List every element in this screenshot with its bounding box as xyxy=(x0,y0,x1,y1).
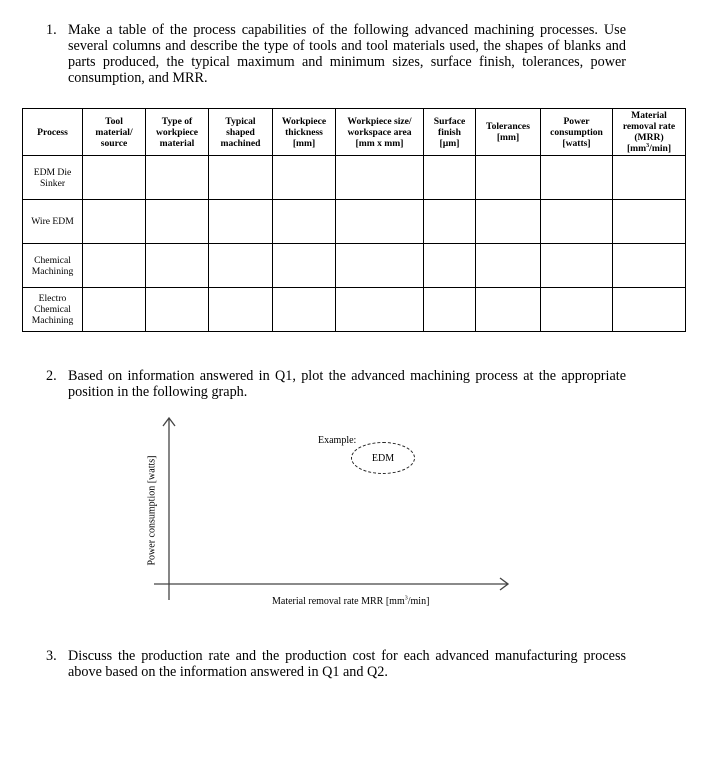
process-cell: Wire EDM xyxy=(23,200,83,244)
header-power-consumption: Power consumption [watts] xyxy=(541,109,613,156)
edm-example-ellipse xyxy=(351,442,415,474)
edm-example-text: EDM xyxy=(371,452,395,464)
process-cell: Electro Chemical Machining xyxy=(23,288,83,332)
question-number: 2. xyxy=(46,368,57,384)
question-text: Discuss the production rate and the production cost for each advanced manufacturing process above based on the information answered in Q1 and Q2. xyxy=(68,648,626,680)
question-text: Based on information answered in Q1, plot the advanced machining process at the appropriate position in the following graph. xyxy=(68,368,626,400)
process-cell: EDM Die Sinker xyxy=(23,156,83,200)
question-number: 1. xyxy=(46,22,57,38)
header-tool-material: Tool material/ source xyxy=(83,109,146,156)
header-workpiece-material: Type of workpiece material xyxy=(146,109,209,156)
process-cell: Chemical Machining xyxy=(23,244,83,288)
header-process: Process xyxy=(23,109,83,156)
question-number: 3. xyxy=(46,648,57,664)
header-mrr: Material removal rate (MRR) $[mm^3/\min]$ xyxy=(613,109,686,156)
header-workpiece-thickness: Workpiece thickness [mm] xyxy=(273,109,336,156)
y-axis-label: Power consumption [watts] xyxy=(146,455,158,566)
question-text: Make a table of the process capabilities of the following advanced machining processes. Use several columns and describe the type of tools and tool materials used, the shapes of blanks and parts produced, the typical maximum and minimum sizes, surface finish, tolerances, power consumption, and MRR. xyxy=(68,22,626,86)
question-3 xyxy=(46,648,626,680)
x-axis-label: Material removal rate MRR $[mm^3/\min]$ xyxy=(272,595,430,607)
header-surface-finish: Surface finish [µm] xyxy=(424,109,476,156)
header-tolerances: Tolerances [mm] xyxy=(476,109,541,156)
header-workpiece-size: Workpiece size/ workspace area [mm x mm] xyxy=(336,109,424,156)
header-typical-shape: Typical shaped machined xyxy=(209,109,273,156)
example-label: Example: xyxy=(318,435,357,446)
